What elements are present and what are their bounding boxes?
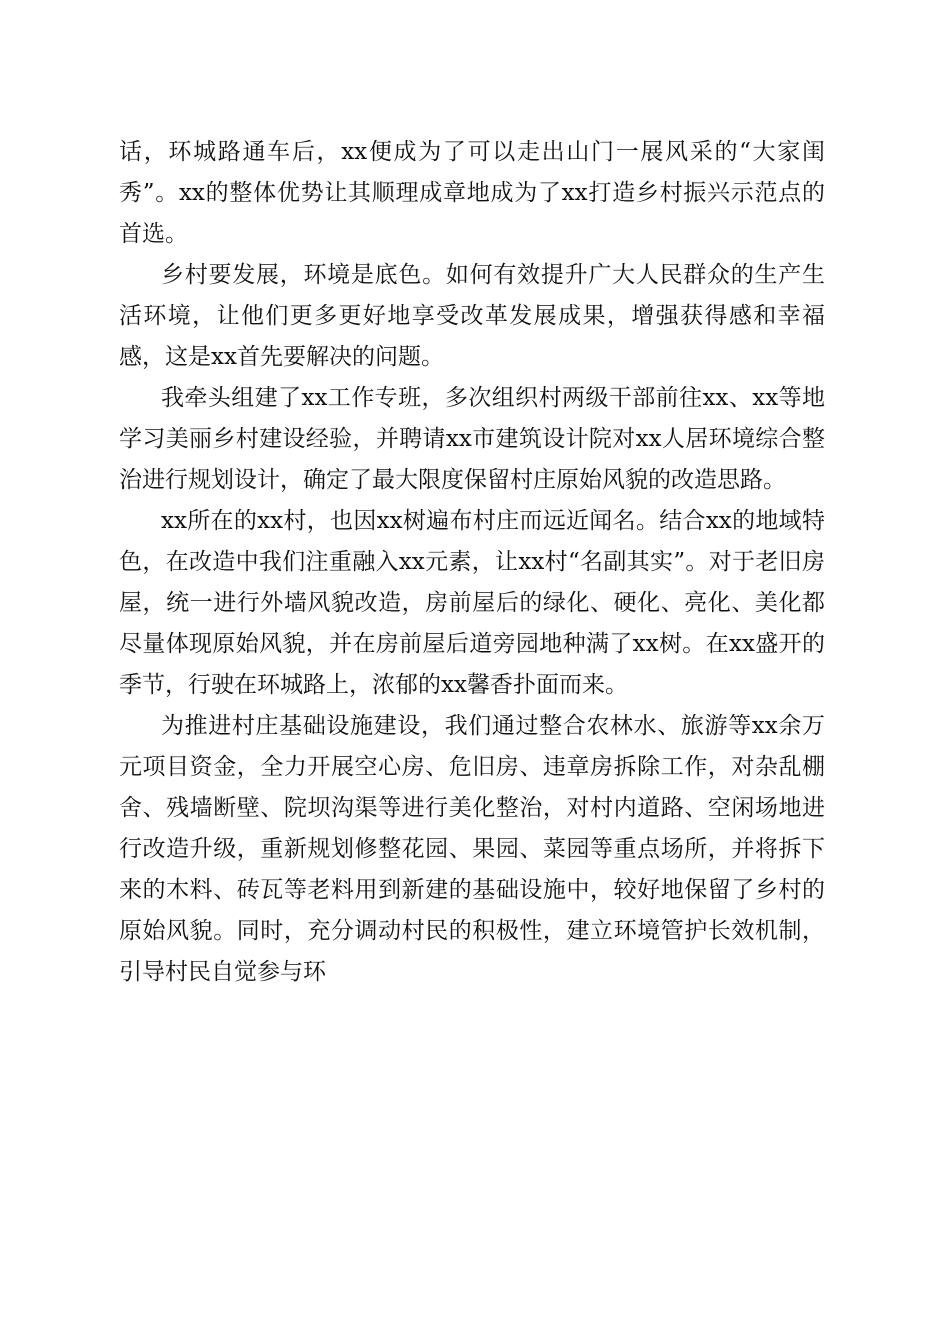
paragraph-environment: 乡村要发展，环境是底色。如何有效提升广大人民群众的生产生活环境，让他们更多更好地享受改革发展成果，增强获得感和幸福感，这是xx首先要解决的问题。 bbox=[119, 262, 825, 370]
document-body bbox=[119, 132, 825, 993]
paragraph-infrastructure: 为推进村庄基础设施建设，我们通过整合农林水、旅游等xx余万元项目资金，全力开展空心房、危旧房、违章房拆除工作，对杂乱棚舍、残墙断壁、院坝沟渠等进行美化整治，对村内道路、空闲场地进行改造升级，重新规划修整花园、果园、菜园等重点场所，并将拆下来的木料、砖瓦等老料用到新建的基础设施中，较好地保留了乡村的原始风貌。同时，充分调动村民的积极性，建立环境管护长效机制，引导村民自觉参与环 bbox=[119, 713, 825, 985]
paragraph-continuation: 话，环城路通车后，xx便成为了可以走出山门一展风采的“大家闺秀”。xx的整体优势让其顺理成章地成为了xx打造乡村振兴示范点的首选。 bbox=[119, 139, 825, 247]
paragraph-village-features: xx所在的xx村，也因xx树遍布村庄而远近闻名。结合xx的地域特色，在改造中我们注重融入xx元素，让xx村“名副其实”。对于老旧房屋，统一进行外墙风貌改造，房前屋后的绿化、硬化、亮化、美化都尽量体现原始风貌，并在房前屋后道旁园地种满了xx树。在xx盛开的季节，行驶在环城路上，浓郁的xx馨香扑面而来。 bbox=[119, 508, 825, 698]
paragraph-task-force: 我牵头组建了xx工作专班，多次组织村两级干部前往xx、xx等地学习美丽乡村建设经验，并聘请xx市建筑设计院对xx人居环境综合整治进行规划设计，确定了最大限度保留村庄原始风貌的改造思路。 bbox=[119, 385, 825, 493]
